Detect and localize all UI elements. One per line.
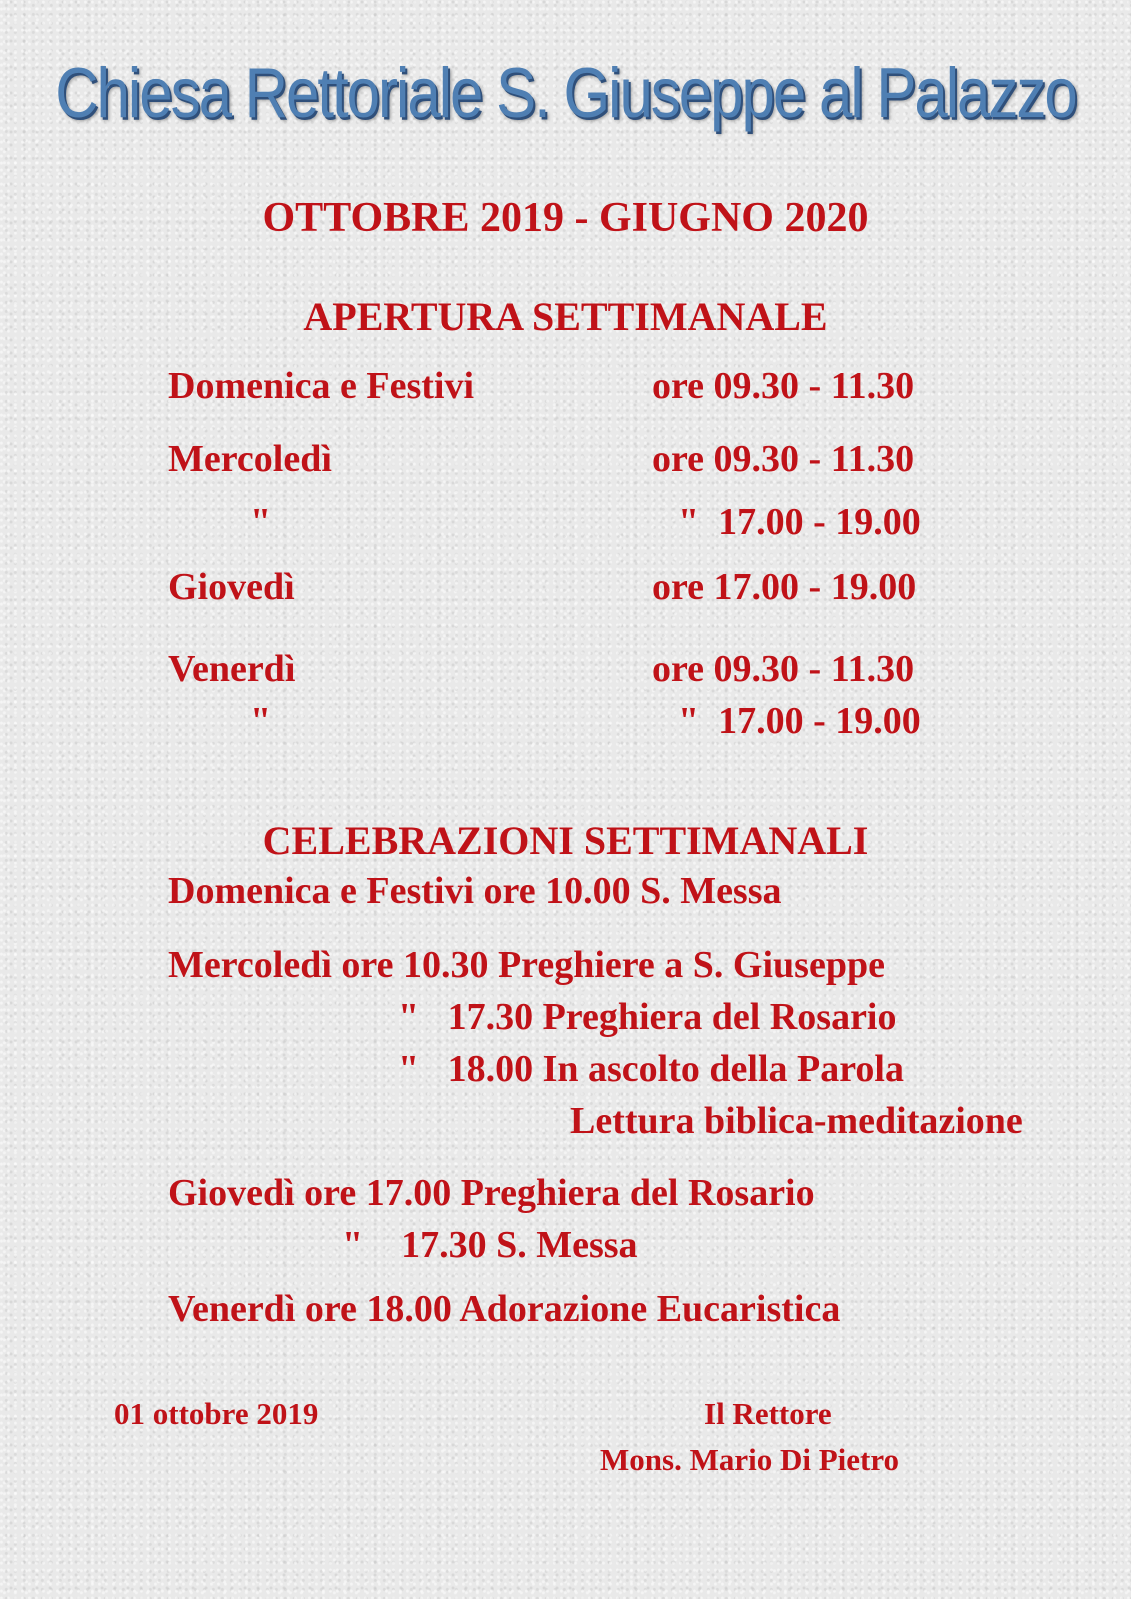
opening-day-ditto: " bbox=[250, 501, 272, 543]
opening-time: ore 09.30 - 11.30 bbox=[652, 365, 915, 407]
celebration-line: Domenica e Festivi ore 10.00 S. Messa bbox=[168, 870, 782, 912]
opening-day: Giovedì bbox=[168, 566, 295, 608]
opening-time: ore 09.30 - 11.30 bbox=[652, 648, 915, 690]
opening-day-ditto: " bbox=[250, 700, 272, 742]
celebration-line: Giovedì ore 17.00 Preghiera del Rosario bbox=[168, 1172, 815, 1214]
opening-day: Mercoledì bbox=[168, 438, 332, 480]
opening-hours-heading: APERTURA SETTIMANALE bbox=[303, 294, 828, 339]
opening-day: Domenica e Festivi bbox=[168, 365, 475, 407]
church-title: Chiesa Rettoriale S. Giuseppe al Palazzo bbox=[55, 53, 1076, 133]
celebration-line: Lettura biblica-meditazione bbox=[570, 1100, 1023, 1142]
opening-time: ore 09.30 - 11.30 bbox=[652, 438, 915, 480]
opening-time: ore 17.00 - 19.00 bbox=[652, 566, 917, 608]
celebration-line: Mercoledì ore 10.30 Preghiere a S. Giuseppe bbox=[168, 944, 885, 986]
celebration-line: " 17.30 S. Messa bbox=[342, 1224, 638, 1266]
celebration-line: " 18.00 In ascolto della Parola bbox=[398, 1048, 904, 1090]
rector-name: Mons. Mario Di Pietro bbox=[600, 1442, 900, 1477]
opening-time: " 17.00 - 19.00 bbox=[678, 700, 921, 742]
celebration-line: " 17.30 Preghiera del Rosario bbox=[398, 996, 897, 1038]
celebration-line: Venerdì ore 18.00 Adorazione Eucaristica bbox=[168, 1288, 841, 1330]
opening-time: " 17.00 - 19.00 bbox=[678, 501, 921, 543]
period-heading: OTTOBRE 2019 - GIUGNO 2020 bbox=[262, 195, 869, 241]
celebrations-heading: CELEBRAZIONI SETTIMANALI bbox=[262, 818, 869, 863]
rector-role: Il Rettore bbox=[704, 1396, 832, 1431]
notice-date: 01 ottobre 2019 bbox=[114, 1396, 319, 1431]
opening-day: Venerdì bbox=[168, 648, 296, 690]
